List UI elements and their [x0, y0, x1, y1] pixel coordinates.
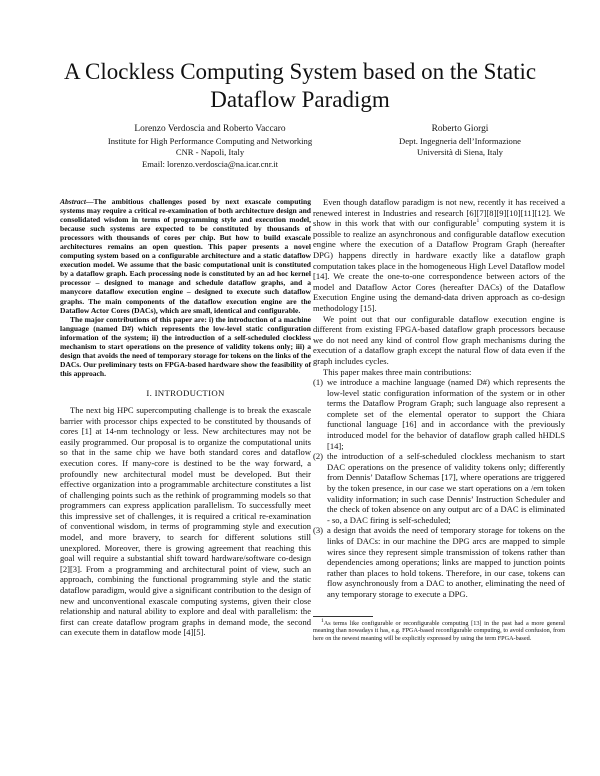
footnote-marker: 1: [476, 218, 480, 225]
intro-paragraph-3: We point out that our configurable dataflow execution engine is different from existing FPGA-based dataflow graph processors because we do not need any kind of control flow graph mechanisms during the execution of a dataflow graph except the natural flow of data even if the graph includes cycles.: [313, 313, 565, 366]
contribution-item-2: [313, 451, 565, 525]
title-line-2: Dataflow Paradigm: [210, 87, 390, 112]
contribution-text: we introduce a machine language (named D#) which represents the low-level static configuration information of the system or in other terms the Dataflow Program Graph; such language also represent a complete set of the elemental operator to support the Chiara functional language [16] and in accordance with the previously introduced model for the behavior of dataflow graph called hHDLS [14];: [327, 377, 565, 451]
abstract-paragraph-2: The major contributions of this paper are: i) the introduction of a machine language (named D#) which represents the low-level static configuration information of the system; ii) the introduction of a self-scheduled clockless mechanism to start operations on the presence of validity tokens only; iii) a design that avoids the need of temporary storage for tokens on the links of the DACs. Our preliminary tests on FPGA-based hardware show the feasibility of this approach.: [60, 314, 311, 378]
contribution-number: (3): [313, 525, 323, 536]
right-column: [313, 197, 565, 642]
author-location-right: Università di Siena, Italy: [417, 147, 503, 157]
contributions-list: [313, 377, 565, 599]
introduction-body-continued: [313, 197, 565, 600]
footnote-number: 1: [321, 617, 324, 624]
intro-paragraph-2-text-b: computing system it is possible to realize an asynchronous and configurable dataflow execution engine where the execution of a Dataflow Program Graph (hereafter DPG) happens directly in hardware exactly like a dataflow graph computation takes place in the homogeneous High Level Dataflow model [14]. We create the one-to-one correspondence between actors of the model and Dataflow Actor Cores (hereafter DACs) of the Dataflow Execution Engine using the demand-data driven approach as co-design methodology [15].: [313, 218, 565, 313]
author-location-left: CNR - Napoli, Italy: [175, 147, 245, 157]
intro-paragraph-2-text-a: Even though dataflow paradigm is not new, recently it has received a renewed interest in Industries and research [6][7][8][9][10][11][12]. We show in this work that with our configurable: [313, 197, 565, 229]
contribution-item-3: [313, 525, 565, 599]
footnote-divider: [313, 616, 373, 617]
author-names-left: Lorenzo Verdoscia and Roberto Vaccaro: [134, 124, 286, 134]
contribution-item-1: [313, 377, 565, 451]
title-line-1: A Clockless Computing System based on the Static: [63, 59, 537, 84]
left-column: [60, 197, 311, 638]
abstract-label: Abstract: [60, 197, 86, 206]
abstract-text-1: —The ambitious challenges posed by next exascale computing systems may require a critical re-examination of both architecture design and consolidated wisdom in terms of programming style and execution model, because such systems are expected to be constituted by thousands of processors with thousands of cores per chip. But how to build exascale architectures remains an open question. This paper presents a novel computing system based on a configurable architecture and a static dataflow execution model. We assume that the basic computational unit is constituted by a dataflow graph. Each processing node is constituted by an ad hoc kernel processor – designed to manage and schedule dataflow graphs, and a manycore dataflow execution engine – designed to execute such dataflow graphs. The main components of the dataflow execution engine are the Dataflow Actor Cores (DACs), which are small, identical and configurable.: [60, 197, 311, 315]
author-block-right: [370, 124, 550, 172]
author-affiliation-right: Dept. Ingegneria dell’Informazione: [399, 135, 521, 146]
author-affiliation-left: Institute for High Performance Computing and Networking: [107, 135, 313, 146]
intro-paragraph-2: [313, 197, 565, 314]
contribution-number: (2): [313, 451, 323, 462]
abstract: [60, 197, 311, 378]
section-heading-introduction: I. INTRODUCTION: [146, 387, 225, 398]
abstract-paragraph-1: [60, 197, 311, 315]
introduction-body: [60, 405, 311, 638]
footnote-text: As terms like configurable or reconfigurable computing [13] in the past had a more general meaning than nowadays it has, e.g. FPGA-based reconfigurable computing, to avoid confusion, from here on the newest meaning will be explicitly expressed by using the term FPGA-based.: [313, 619, 565, 642]
contribution-text: the introduction of a self-scheduled clockless mechanism to start DAC operations on the presence of validity tokens only; differently from Dennis’ Dataflow Schemas [17], where operations are triggered by the token presence, in our case we start operations on a /em token validity information; in such case Dennis’ Instruction Scheduler and the check of token absence on any output arc of a DAC is eliminated - so, a DAC firing is self-scheduled;: [327, 451, 565, 525]
paper-title: [40, 58, 560, 114]
author-name-right: Roberto Giorgi: [431, 124, 489, 134]
intro-paragraph-4: This paper makes three main contributions:: [323, 366, 472, 377]
footnote: [313, 617, 565, 643]
author-block-left: [60, 124, 360, 172]
intro-paragraph-1: The next big HPC supercomputing challenge is to break the exascale barrier with processor chips expected to be constituted by thousands of cores [1] at 14-nm technology or less. New architectures may not be easily programmed. Our proposal is to organize the computational units so that in the same chip we have both standard cores and dataflow execution cores. If many-core is destined to be the way forward, a profoundly new architectural model must be developed. But their effective organization into a programmable architecture constitutes a list of challenging points such as the rethink of programming models so that programmers can express application parallelism. To successfully meet this impressive set of challenges, it is required a critical re-examination of conventional wisdom, in terms of programming style and execution model, and more bravery, to search for different solutions still unexplored. Moreover, there is growing agreement that reaching this goal will require a substantial shift toward hardware/software co-design [2][3]. From a programming and architectural point of view, such an approach, combining the functional programming style and the static dataflow paradigm, would give a significant contribution to the design of new and unconventional exascale computing systems, given their close relationship and natural ability to explore and deal with parallelism: the first can create dataflow program graphs in demand mode, the second can execute them in dataflow mode [4][5].: [60, 404, 311, 638]
contribution-number: (1): [313, 377, 323, 388]
author-email: Email: lorenzo.verdoscia@na.icar.cnr.it: [141, 158, 279, 169]
contribution-text: a design that avoids the need of temporary storage for tokens on the links of DACs: in our machine the DPG arcs are mapped to simple wires since they represent simple transmission of tokens rather than dependencies among operations; links are mapped to junction points rather than places to hold tokens. Therefore, in our case, tokens can flow asynchronously from a DAC to another, eliminating the need of any temporary storage to execute a DPG.: [327, 525, 565, 599]
